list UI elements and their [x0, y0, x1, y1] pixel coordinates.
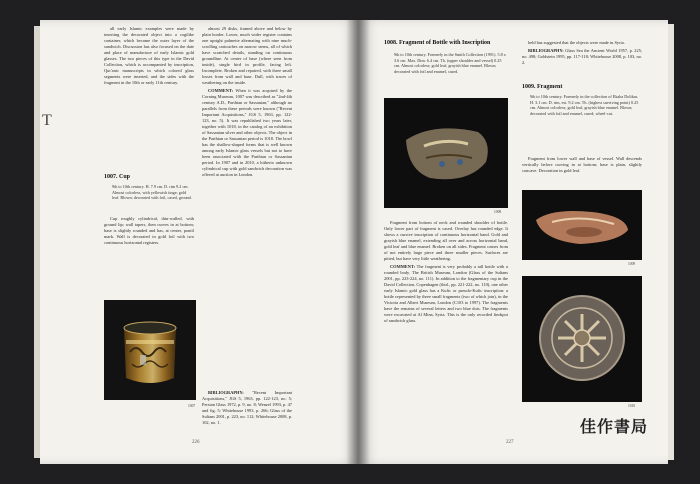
- photo-caption-1010: 1010: [628, 404, 636, 408]
- book-spread: [28, 20, 676, 464]
- cup-photo: [104, 300, 196, 400]
- left-col1-top-text: all early Islamic examples were made by inserting the decorated object into a cogilike container, which became the outer layer of the sandwich. Discussion has also focused on the date and place of manufacture of early Islamic gold glasses. The two pieces of this type in the David Collection, which is accompanied by inscription, Qur'anic manuscripts in which colored glass segments were inserted, and the sides with the fragment in the 10th or early 11th century.: [104, 26, 194, 85]
- entry-heading-1009: 1009. Fragment: [522, 84, 563, 90]
- rosette-fragment-photo: [522, 276, 642, 402]
- left-col2-bibliography: BIBLIOGRAPHY: "Recent Important Acquisitions," JGS 5, 1963, pp. 122-123, no. 5; Persian Glass 1972, p. 9, no. 8; Wenzel 1993, p. 47 and fig. 5; Whitehouse 1993, p. 266; Glass of the Sultans 2001, p. 223, no. 112; Whitehouse 2008, p. 102, no. 1.: [202, 390, 292, 425]
- left-col2-text: almost 29 disks, framed above and below by plain border. Lower, much wider register contains one upright palmette alternating with nine much-scrolling cartouches on narrow stems, all of which have scratched details, standing on continuous groundline. At center of base (where seen from inside), single bird in profile, facing left. Incomplete. Broken and repaired, with three small losses from wall and base. Dull, with traces of weathering on the inside. COMMENT: When it was acquired by the Corning Museum, 1007 was described as "2nd-4th century A.D., Parthian or Sassanian," although no parallels from these periods were known ("Recent Important Acquisitions," JGS 5, 1963, pp. 122-123, no. 5). It was republished two years later, together with 1018, in the catalog of an exhibition of Sassanian silver and other objects. The object in the Parthian or Sassanian period is 1018. The bowl has the shallow-shaped forms that is well known among early Islamic glass vessels but not to have been associated with the Parthian or Sassanian period. In 1907 and in 2010, a hitherto unknown cylindrical cup with gold sandwich decoration was offered at auction in London.: [202, 26, 292, 177]
- photo-caption-1008: 1008: [494, 210, 502, 214]
- photo-caption-1007: 1007: [188, 404, 196, 408]
- photo-caption-1009: 1009: [628, 262, 636, 266]
- left-page: [40, 20, 358, 464]
- right-page: [358, 20, 668, 464]
- right-col2-top: held has suggested that the objects were made in Syria. BIBLIOGRAPHY: Glass Sea the Ancient World 1957, p. 225, no. 498; Goldstein 1995, pp. 117-118; Whitehouse 2008, p. 103, no. 2.: [522, 40, 642, 65]
- watermark-stamp: 佳作書局: [580, 417, 649, 436]
- bottle-fragment-photo: [384, 98, 508, 208]
- entry-body-1008: Fragment from bottom of neck and rounded shoulder of bottle. Only lower part of fragment is cased. Overlay has rounded edge. It shows a cursive inscription of continuous horizontal band. Gold and grayish blue enamel, extending all over and across horizontal band, gold leaf and blue enamel. Broken on all sides. Fragment comes from of not entirely large piece and three smaller pieces. Surfaces are pitted, but have very little weathering. COMMENT: The fragment is very probably a tall bottle with a rounded body. The British Museum, London (Glass of the Sultans 2001, pp. 223-224, no. 111). In addition to the fragmentary cup in the David Collection, Copenhagen (ibid., pp. 221-222, no. 110), one other early Islamic gold glass has a Kufic or pseudo-Kufic inscription: a bottle represented by three small fragments (two of which join), in the Victoria and Albert Museum, London (C103 to 1997). The fragments have the remains of several letters and two blue dots. The fragments were excavated at Al Mina, Syria. This is the only recorded findspot of sandwich glass.: [384, 220, 508, 323]
- entry-body-1009: Fragment from lower wall and base of vessel. Wall descends vertically before curving in at bottom; base is plain, slightly concave. Decoration in gold leaf.: [522, 156, 642, 173]
- gold-glass-cup-image: [104, 300, 196, 400]
- page-edges-right: [668, 24, 674, 460]
- previous-page-fragment: T: [42, 112, 52, 129]
- entry-meta-1009: 9th to 10th century. Formerly in the collection of Ekaha Dolikas. H. 3.1 cm. D. rim, est. 9.2 cm. Th. (highest surviving point) 0.25 cm. Almost colorless; gold leaf, grayish blue enamel. Blown; decorated with foil and enamel, cased; wheel-cut.: [530, 94, 639, 116]
- entry-body-1007: Cup roughly cylindrical, thin-walled, with ground lip; wall tapers, then curves in at bottom; base is slightly rounded and has, at center, pontil mark. Wall is decorated in gold foil with two continuous horizontal registers.: [104, 216, 194, 245]
- base-fragment-image: [522, 190, 642, 260]
- left-folio: 226: [192, 440, 200, 445]
- base-fragment-photo: [522, 190, 642, 260]
- entry-meta-1007: 9th to 10th century. H. 7.9 cm. D. rim 9.2 cm. Almost colorless, with yellowish tinge; gold leaf. Blown; decorated with foil, cased, ground.: [112, 184, 192, 201]
- right-folio: 227: [506, 440, 514, 445]
- entry-heading-1007: 1007. Cup: [104, 174, 131, 180]
- spine-fold-shadow: [346, 20, 370, 464]
- entry-heading-1008: 1008. Fragment of Bottle with Inscription: [384, 40, 491, 46]
- bottle-fragment-image: [384, 98, 508, 208]
- entry-meta-1008: 9th to 10th century. Formerly in the Smith Collection (1991). 5.8 x 3.6 cm. Max. Dim. 6.4 cm. Th. (upper shoulder and vessel) 0.25 cm. Almost colorless; gold leaf, grayish blue enamel. Blown; decorated with foil and enamel, cased.: [394, 52, 506, 74]
- rosette-fragment-image: [522, 276, 642, 402]
